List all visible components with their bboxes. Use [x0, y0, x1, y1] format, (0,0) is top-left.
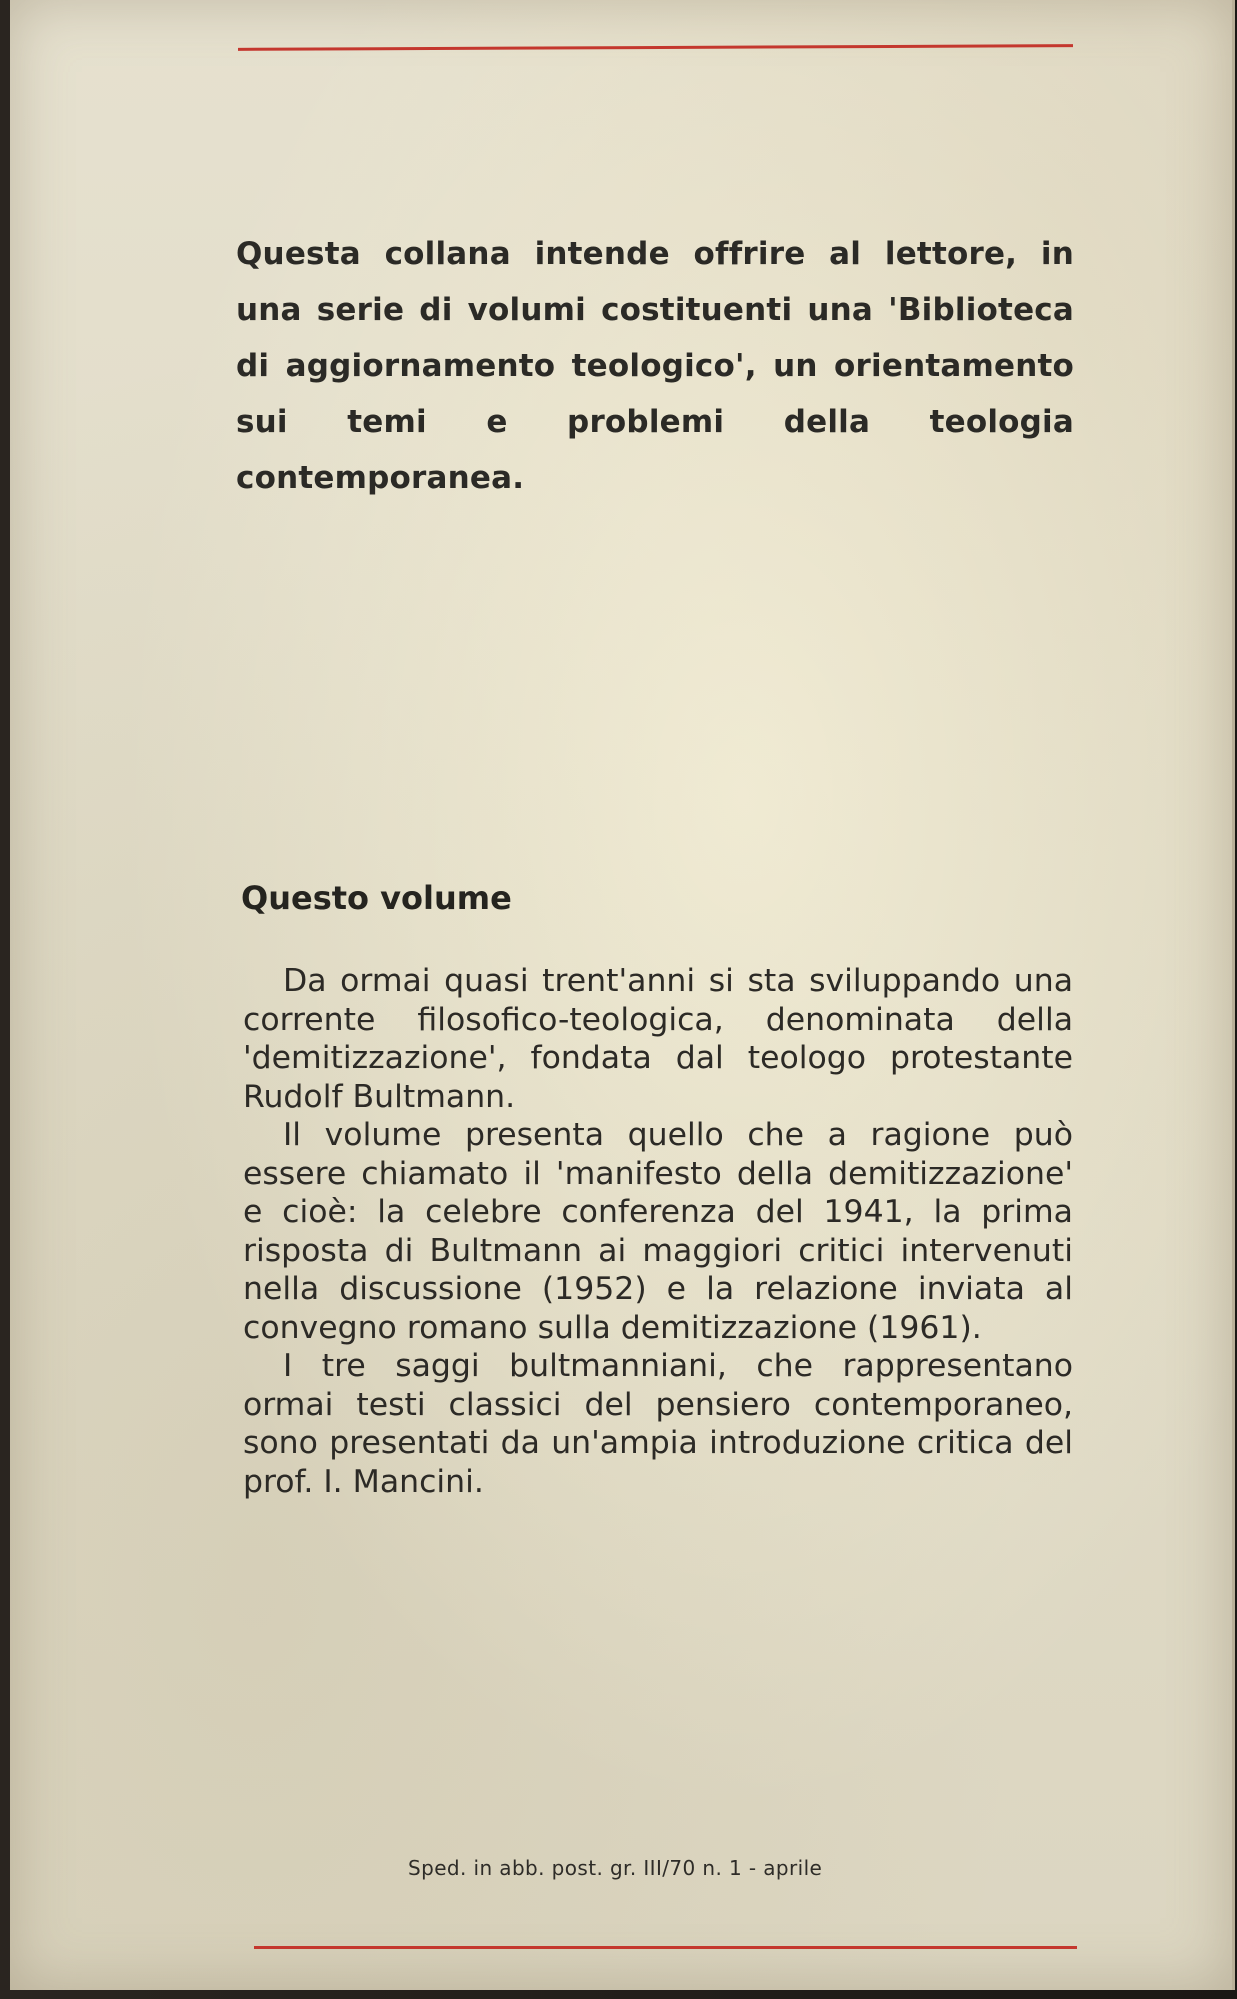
volume-description [243, 962, 1073, 1501]
section-heading: Questo volume [241, 879, 512, 917]
paragraph: Il volume presenta quello che a ragione può essere chiamato il 'manifesto della demitizzazione' e cioè: la celebre conferenza del 1941, la prima risposta di Bultmann ai maggiori critici intervenuti nella discussione (1952) e la relazione inviata al convegno romano sulla demitizzazione (1961). [243, 1117, 1073, 1346]
postal-note: Sped. in abb. post. gr. III/70 n. 1 - aprile [408, 1856, 823, 1880]
paragraph: Da ormai quasi trent'anni si sta sviluppando una corrente filosofico-teologica, denominata della 'demitizzazione', fondata dal teologo protestante Rudolf Bultmann. [243, 963, 1073, 1115]
book-back-cover [10, 0, 1235, 1990]
top-red-rule [238, 44, 1073, 51]
series-description: Questa collana intende offrire al lettore, in una serie di volumi costituenti una 'Biblioteca di aggiornamento teologico', un orientamento sui temi e problemi della teologia contemporanea. [236, 236, 1074, 496]
paragraph: I tre saggi bultmanniani, che rappresentano ormai testi classici del pensiero contemporaneo, sono presentati da un'ampia introduzione critica del prof. I. Mancini. [243, 1348, 1073, 1500]
bottom-red-rule [254, 1946, 1077, 1949]
